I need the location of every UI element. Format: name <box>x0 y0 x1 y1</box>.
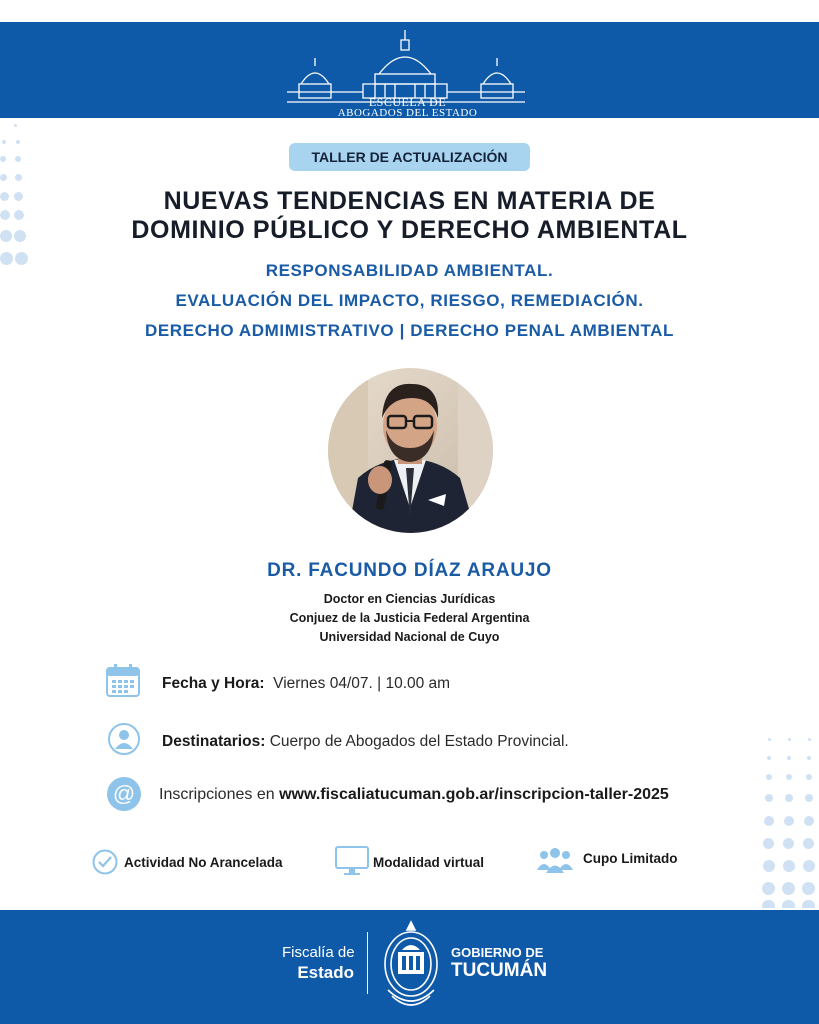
audience-label: Destinatarios: <box>162 733 266 750</box>
feature-virtual: Modalidad virtual <box>373 855 485 870</box>
footer-banner <box>0 910 819 1024</box>
logo-text-line1: ESCUELA DE <box>368 95 447 109</box>
subtitle-line1: RESPONSABILIDAD AMBIENTAL. <box>265 261 554 280</box>
fiscalia-line1: Fiscalía de <box>282 944 355 961</box>
footer-divider <box>367 932 368 994</box>
registration-row <box>159 786 669 804</box>
registration-link[interactable]: www.fiscaliatucuman.gob.ar/inscripcion-taller-2025 <box>279 786 669 803</box>
registration-prefix: Inscripciones en <box>159 786 275 803</box>
logo-text-line2: ABOGADOS DEL ESTADO <box>337 107 478 119</box>
speaker-credential-2: Conjuez de la Justicia Federal Argentina <box>289 611 530 625</box>
calendar-icon <box>105 662 141 703</box>
speaker-photo <box>328 368 493 533</box>
subtitle-line3: DERECHO ADMIMISTRATIVO | DERECHO PENAL AMBIENTAL <box>144 321 675 340</box>
speaker-credential-3: Universidad Nacional de Cuyo <box>319 630 500 644</box>
speaker-name: DR. FACUNDO DÍAZ ARAUJO <box>267 560 552 581</box>
gov-line1: GOBIERNO DE <box>451 945 544 960</box>
audience-row <box>162 733 569 751</box>
date-label: Fecha y Hora: <box>162 675 265 692</box>
workshop-badge: TALLER DE ACTUALIZACIÓN <box>289 143 530 171</box>
feature-limited: Cupo Limitado <box>583 851 678 866</box>
speaker-credential-1: Doctor en Ciencias Jurídicas <box>323 592 496 606</box>
date-row <box>162 675 450 693</box>
monitor-icon <box>334 845 370 882</box>
date-value: Viernes 04/07. | 10.00 am <box>273 675 451 692</box>
gov-line2: TUCUMÁN <box>451 960 548 981</box>
subtitle-line2: EVALUACIÓN DEL IMPACTO, RIESGO, REMEDIACIÓN. <box>175 291 644 310</box>
header-banner <box>0 22 819 118</box>
fiscalia-line2: Estado <box>297 963 354 982</box>
at-icon <box>106 776 142 817</box>
check-circle-icon <box>92 849 118 880</box>
feature-free: Actividad No Arancelada <box>124 855 283 870</box>
audience-value: Cuerpo de Abogados del Estado Provincial. <box>269 733 569 750</box>
emblem-icon <box>380 920 442 1015</box>
page-title-line1: NUEVAS TENDENCIAS EN MATERIA DE <box>163 187 656 215</box>
user-icon <box>107 722 141 761</box>
escuela-logo <box>285 22 530 118</box>
group-icon <box>536 846 574 879</box>
decorative-dots-right <box>760 736 819 910</box>
svg-text:@: @ <box>112 781 136 806</box>
page-title-line2: DOMINIO PÚBLICO Y DERECHO AMBIENTAL <box>131 216 688 244</box>
